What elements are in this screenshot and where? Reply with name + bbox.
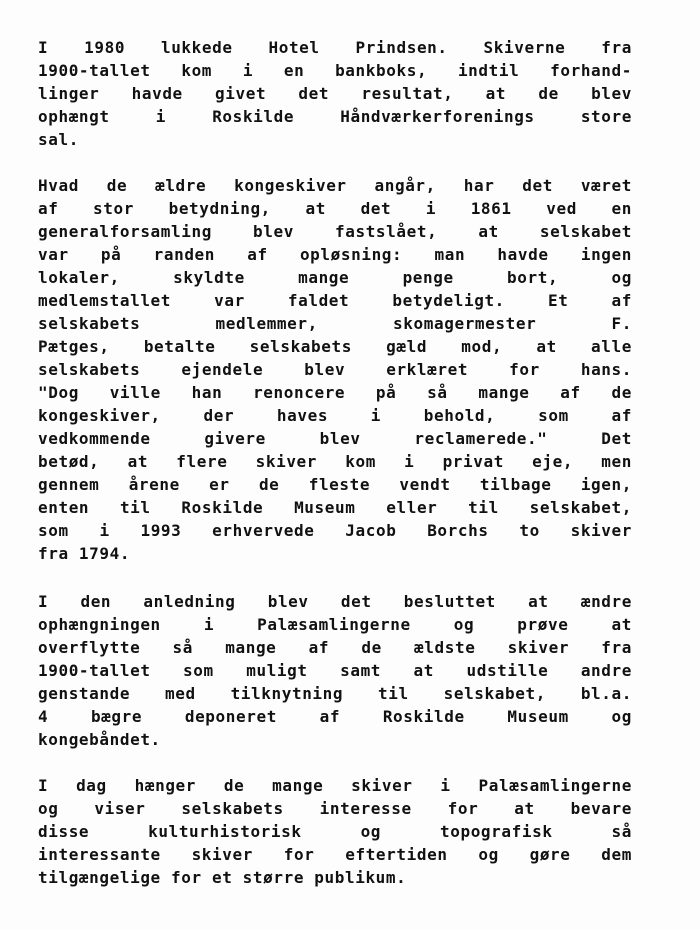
text-line: "Dog ville han renoncere på så mange af de <box>38 383 632 402</box>
text-line: af stor betydning, at det i 1861 ved en <box>38 199 632 218</box>
text-line: I 1980 lukkede Hotel Prindsen. Skiverne fra <box>38 38 632 57</box>
text-line: medlemstallet var faldet betydeligt. Et af <box>38 291 632 310</box>
text-line: ophængt i Roskilde Håndværkerforenings store <box>38 107 632 126</box>
text-line: betød, at flere skiver kom i privat eje, men <box>38 452 632 471</box>
text-line: I den anledning blev det besluttet at ændre <box>38 592 632 611</box>
text-line: linger havde givet det resultat, at de blev <box>38 84 632 103</box>
text-line: enten til Roskilde Museum eller til selskabet, <box>38 498 632 517</box>
text-line: vedkommende givere blev reclamerede." Det <box>38 429 632 448</box>
text-line: sal. <box>38 130 79 149</box>
text-line: var på randen af opløsning: man havde ingen <box>38 245 632 264</box>
paragraph-today <box>38 774 632 889</box>
text-line: tilgængelige for et større publikum. <box>38 868 407 887</box>
text-line: 1900-tallet kom i en bankboks, indtil forhand- <box>38 61 632 80</box>
text-line: selskabets ejendele blev erklæret for hans. <box>38 360 632 379</box>
text-line: selskabets medlemmer, skomagermester F. <box>38 314 632 333</box>
text-line: genstande med tilknytning til selskabet, bl.a. <box>38 684 632 703</box>
text-line: kongebåndet. <box>38 730 161 749</box>
text-line: generalforsamling blev fastslået, at selskabet <box>38 222 632 241</box>
text-line: Hvad de ældre kongeskiver angår, har det været <box>38 176 632 195</box>
text-line: kongeskiver, der haves i behold, som af <box>38 406 632 425</box>
paragraph-older-kongeskiver <box>38 174 632 565</box>
text-line: fra 1794. <box>38 544 131 563</box>
text-line: I dag hænger de mange skiver i Palæsamlingerne <box>38 776 632 795</box>
paragraph-rehanging-decision <box>38 590 632 751</box>
text-line: 1900-tallet som muligt samt at udstille andre <box>38 661 632 680</box>
text-line: overflytte så mange af de ældste skiver fra <box>38 638 632 657</box>
text-line: gennem årene er de fleste vendt tilbage igen, <box>38 475 632 494</box>
text-line: interessante skiver for eftertiden og gøre dem <box>38 845 632 864</box>
text-line: og viser selskabets interesse for at bevare <box>38 799 632 818</box>
text-line: lokaler, skyldte mange penge bort, og <box>38 268 632 287</box>
text-line: Pætges, betalte selskabets gæld mod, at alle <box>38 337 632 356</box>
text-line: disse kulturhistorisk og topografisk så <box>38 822 632 841</box>
text-line: ophængningen i Palæsamlingerne og prøve at <box>38 615 632 634</box>
text-line: 4 bægre deponeret af Roskilde Museum og <box>38 707 632 726</box>
paragraph-hotel-prindsen <box>38 36 632 151</box>
text-line: som i 1993 erhvervede Jacob Borchs to skiver <box>38 521 632 540</box>
